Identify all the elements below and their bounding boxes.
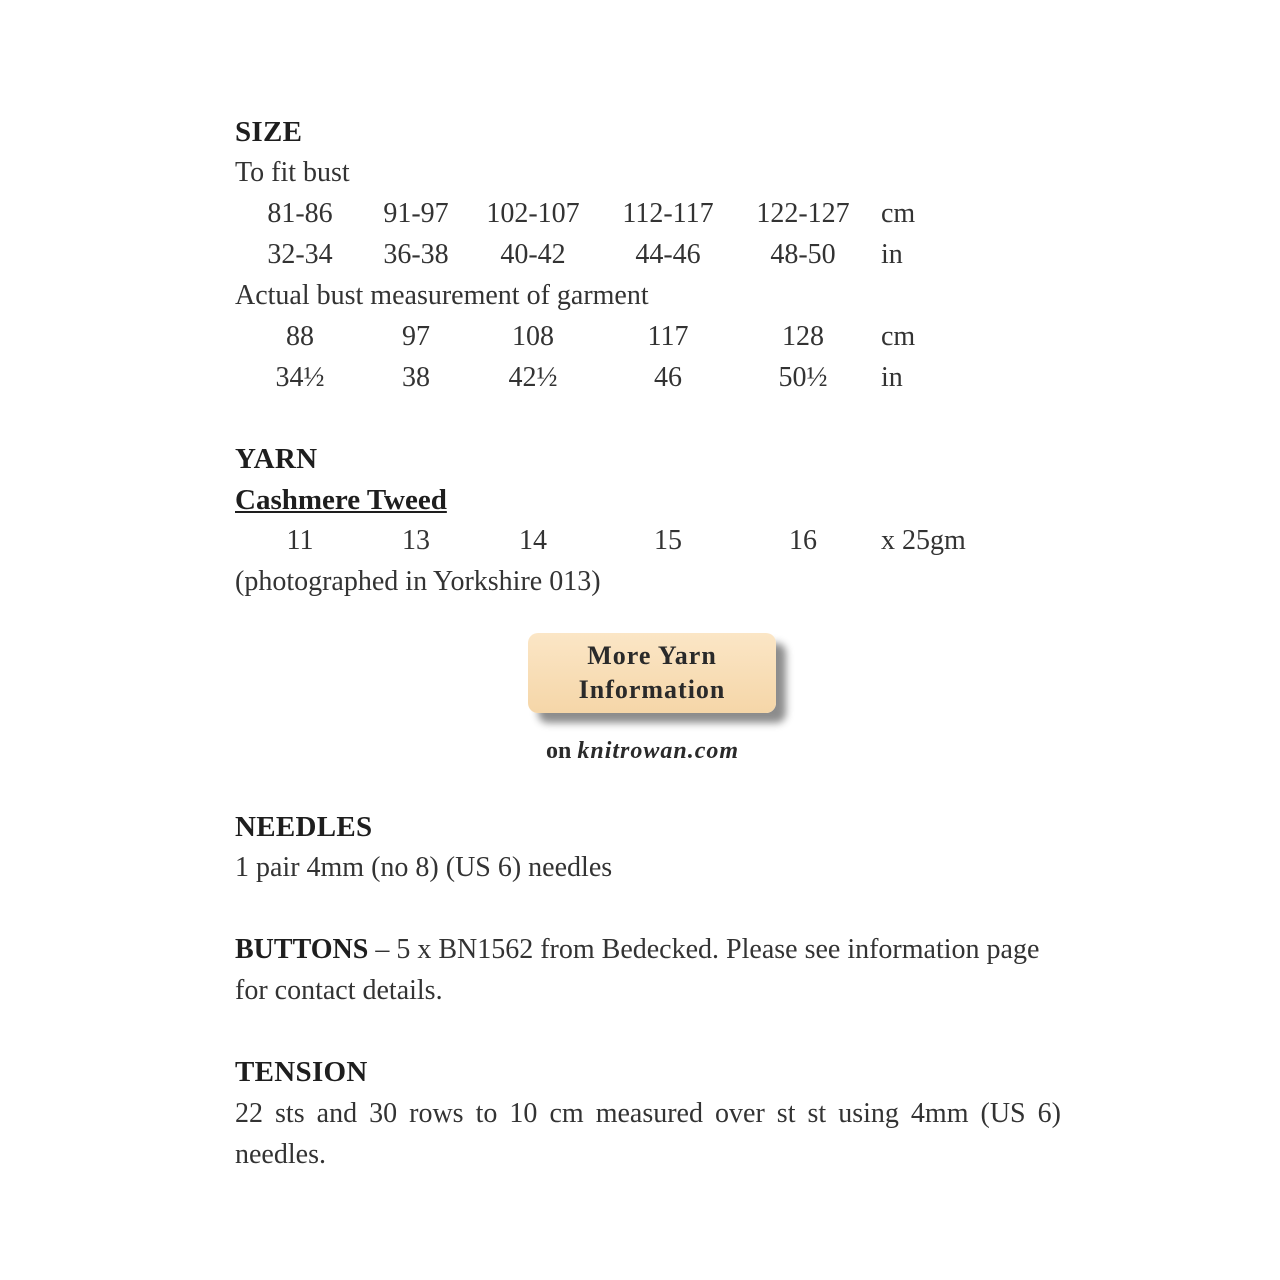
tension-heading: TENSION <box>235 1056 368 1088</box>
table-cell: 32-34 <box>267 239 333 270</box>
table-cell: 13 <box>402 525 430 556</box>
size-heading: SIZE <box>235 116 303 148</box>
actual-bust-label: Actual bust measurement of garment <box>235 280 649 311</box>
actual-in-row <box>0 362 1280 396</box>
table-cell: 34½ <box>275 362 325 393</box>
unit-label: cm <box>881 321 916 352</box>
site-link[interactable]: knitrowan.com <box>577 738 740 764</box>
tension-text: 22 sts and 30 rows to 10 cm measured over st st using 4mm (US 6) needles. <box>235 1098 1061 1170</box>
table-cell: 97 <box>402 321 430 352</box>
table-cell: 117 <box>647 321 689 352</box>
size-subtitle: To fit bust <box>235 157 350 188</box>
more-yarn-info-label: More Yarn Information <box>578 641 726 704</box>
table-cell: 44-46 <box>635 239 701 270</box>
table-cell: 128 <box>782 321 824 352</box>
table-cell: 36-38 <box>383 239 449 270</box>
buttons-text: – 5 x BN1562 from Bedecked. Please see information page for contact details. <box>235 934 1040 1006</box>
table-cell: 11 <box>286 525 314 556</box>
buttons-paragraph <box>235 929 1061 1011</box>
table-cell: 15 <box>654 525 682 556</box>
table-cell: 50½ <box>778 362 828 393</box>
fit-cm-row <box>0 198 1280 232</box>
yarn-quantity-row <box>0 525 1280 559</box>
table-cell: 112-117 <box>622 198 714 229</box>
table-cell: 48-50 <box>770 239 836 270</box>
yarn-heading: YARN <box>235 443 318 475</box>
table-cell: 14 <box>519 525 547 556</box>
table-cell: 81-86 <box>267 198 333 229</box>
unit-label: in <box>881 239 903 270</box>
table-cell: 38 <box>402 362 430 393</box>
table-cell: 16 <box>789 525 817 556</box>
table-cell: 122-127 <box>756 198 850 229</box>
table-cell: 91-97 <box>383 198 449 229</box>
table-cell: 88 <box>286 321 314 352</box>
actual-cm-row <box>0 321 1280 355</box>
table-cell: 108 <box>512 321 554 352</box>
unit-label: in <box>881 362 903 393</box>
needles-heading: NEEDLES <box>235 811 373 843</box>
table-cell: 102-107 <box>486 198 580 229</box>
table-cell: 42½ <box>508 362 558 393</box>
unit-label: cm <box>881 198 916 229</box>
site-prefix: on <box>546 738 572 764</box>
unit-label: x 25gm <box>881 525 966 556</box>
needles-text: 1 pair 4mm (no 8) (US 6) needles <box>235 852 613 883</box>
table-cell: 40-42 <box>500 239 566 270</box>
more-yarn-info-button[interactable] <box>528 633 776 713</box>
site-link-line <box>546 738 739 765</box>
yarn-name: Cashmere Tweed <box>235 484 447 516</box>
table-cell: 46 <box>654 362 682 393</box>
buttons-heading: BUTTONS <box>235 934 369 965</box>
fit-in-row <box>0 239 1280 273</box>
yarn-note: (photographed in Yorkshire 013) <box>235 566 601 597</box>
